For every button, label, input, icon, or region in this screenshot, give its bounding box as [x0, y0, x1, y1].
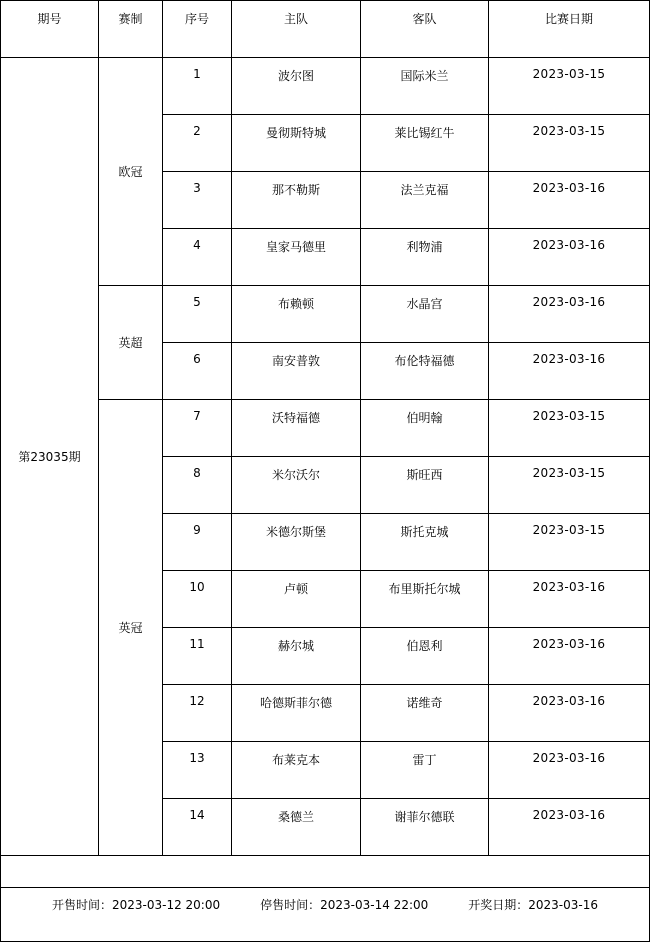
- draw-date: 开奖日期：2023-03-16: [468, 898, 599, 912]
- league-cell: 欧冠: [99, 58, 163, 286]
- index-cell: 13: [163, 742, 232, 799]
- away-team-cell: 斯托克城: [361, 514, 489, 571]
- header-away: 客队: [361, 1, 489, 58]
- index-cell: 3: [163, 172, 232, 229]
- index-cell: 12: [163, 685, 232, 742]
- home-team-cell: 沃特福德: [232, 400, 361, 457]
- home-team-cell: 米德尔斯堡: [232, 514, 361, 571]
- match-date-cell: 2023-03-16: [489, 343, 650, 400]
- table-row: [1, 286, 650, 343]
- header-home: 主队: [232, 1, 361, 58]
- league-cell: 英冠: [99, 400, 163, 856]
- index-cell: 9: [163, 514, 232, 571]
- away-team-cell: 莱比锡红牛: [361, 115, 489, 172]
- match-date-cell: 2023-03-16: [489, 742, 650, 799]
- header-index: 序号: [163, 1, 232, 58]
- index-cell: 11: [163, 628, 232, 685]
- away-team-cell: 法兰克福: [361, 172, 489, 229]
- index-cell: 2: [163, 115, 232, 172]
- index-cell: 7: [163, 400, 232, 457]
- away-team-cell: 斯旺西: [361, 457, 489, 514]
- league-cell: 英超: [99, 286, 163, 400]
- away-team-cell: 伯恩利: [361, 628, 489, 685]
- footer-cell: [1, 888, 650, 942]
- header-row: [1, 1, 650, 58]
- spacer-row: [1, 856, 650, 888]
- match-date-cell: 2023-03-15: [489, 58, 650, 115]
- table-row: [1, 400, 650, 457]
- away-team-cell: 利物浦: [361, 229, 489, 286]
- sale-start-time: 开售时间：2023-03-12 20:00: [51, 898, 221, 912]
- table-row: [1, 58, 650, 115]
- footer-info: [1, 896, 649, 913]
- away-team-cell: 布里斯托尔城: [361, 571, 489, 628]
- header-period: 期号: [1, 1, 99, 58]
- away-team-cell: 伯明翰: [361, 400, 489, 457]
- index-cell: 1: [163, 58, 232, 115]
- home-team-cell: 赫尔城: [232, 628, 361, 685]
- index-cell: 8: [163, 457, 232, 514]
- home-team-cell: 曼彻斯特城: [232, 115, 361, 172]
- footer-row: [1, 888, 650, 942]
- sale-end-time: 停售时间：2023-03-14 22:00: [260, 898, 429, 912]
- match-date-cell: 2023-03-16: [489, 286, 650, 343]
- match-date-cell: 2023-03-16: [489, 685, 650, 742]
- match-date-cell: 2023-03-16: [489, 799, 650, 856]
- match-date-cell: 2023-03-16: [489, 229, 650, 286]
- index-cell: 10: [163, 571, 232, 628]
- home-team-cell: 南安普敦: [232, 343, 361, 400]
- header-format: 赛制: [99, 1, 163, 58]
- away-team-cell: 水晶宫: [361, 286, 489, 343]
- match-date-cell: 2023-03-16: [489, 172, 650, 229]
- away-team-cell: 布伦特福德: [361, 343, 489, 400]
- spacer-cell: [1, 856, 650, 888]
- match-date-cell: 2023-03-15: [489, 115, 650, 172]
- home-team-cell: 布赖顿: [232, 286, 361, 343]
- match-date-cell: 2023-03-16: [489, 628, 650, 685]
- period-cell: 第23035期: [1, 58, 99, 856]
- away-team-cell: 雷丁: [361, 742, 489, 799]
- away-team-cell: 谢菲尔德联: [361, 799, 489, 856]
- index-cell: 6: [163, 343, 232, 400]
- match-date-cell: 2023-03-16: [489, 571, 650, 628]
- match-date-cell: 2023-03-15: [489, 400, 650, 457]
- index-cell: 4: [163, 229, 232, 286]
- index-cell: 14: [163, 799, 232, 856]
- index-cell: 5: [163, 286, 232, 343]
- home-team-cell: 那不勒斯: [232, 172, 361, 229]
- home-team-cell: 布莱克本: [232, 742, 361, 799]
- away-team-cell: 国际米兰: [361, 58, 489, 115]
- home-team-cell: 桑德兰: [232, 799, 361, 856]
- match-date-cell: 2023-03-15: [489, 514, 650, 571]
- home-team-cell: 米尔沃尔: [232, 457, 361, 514]
- home-team-cell: 皇家马德里: [232, 229, 361, 286]
- match-date-cell: 2023-03-15: [489, 457, 650, 514]
- away-team-cell: 诺维奇: [361, 685, 489, 742]
- home-team-cell: 卢顿: [232, 571, 361, 628]
- home-team-cell: 哈德斯菲尔德: [232, 685, 361, 742]
- home-team-cell: 波尔图: [232, 58, 361, 115]
- header-date: 比赛日期: [489, 1, 650, 58]
